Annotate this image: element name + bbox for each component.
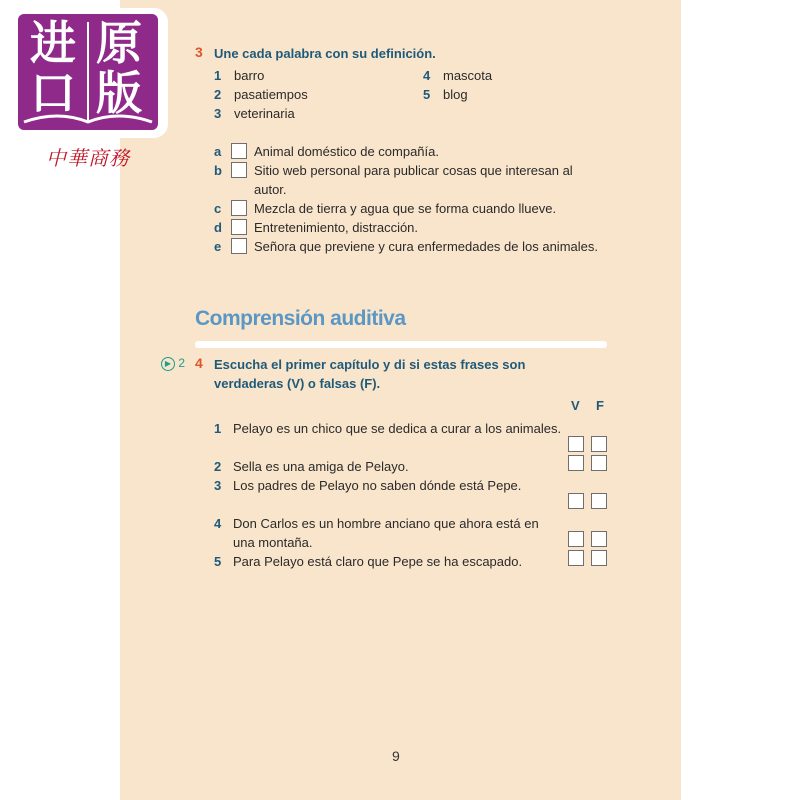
definition-letter: e <box>214 239 222 254</box>
word-text: mascota <box>443 68 493 83</box>
word-item <box>423 66 492 85</box>
publisher-logo <box>8 8 168 188</box>
statement-number: 3 <box>214 478 222 493</box>
definition-item <box>214 161 606 199</box>
word-text: barro <box>234 68 265 83</box>
exercise-3-number: 3 <box>195 44 203 60</box>
statement-text: Pelayo es un chico que se dedica a curar a los animales. <box>233 421 562 436</box>
word-number: 5 <box>423 87 431 102</box>
definition-letter: c <box>214 201 222 216</box>
section-divider <box>195 341 607 348</box>
false-checkbox[interactable] <box>591 550 607 566</box>
play-icon: ▶ <box>161 357 175 371</box>
word-text: veterinaria <box>234 106 295 121</box>
definition-letter: d <box>214 220 222 235</box>
true-checkbox[interactable] <box>568 436 584 452</box>
logo-char-4: 版 <box>96 66 142 120</box>
exercise-3-title: Une cada palabra con su definición. <box>214 46 436 61</box>
definition-text: Sitio web personal para publicar cosas que interesan al autor. <box>254 163 573 197</box>
statement-number: 5 <box>214 554 222 569</box>
audio-track-number: 2 <box>178 356 186 370</box>
word-item <box>423 85 468 104</box>
exercise-4-number: 4 <box>195 355 203 371</box>
true-checkbox[interactable] <box>568 455 584 471</box>
statement-item <box>214 419 614 438</box>
logo-char-3: 口 <box>30 66 76 120</box>
answer-checkbox[interactable] <box>231 200 247 216</box>
answer-checkbox[interactable] <box>231 238 247 254</box>
statement-number: 1 <box>214 421 222 436</box>
statement-item <box>214 514 614 552</box>
definition-item <box>214 142 606 161</box>
answer-checkbox[interactable] <box>231 143 247 159</box>
definition-letter: b <box>214 163 222 178</box>
word-text: blog <box>443 87 468 102</box>
column-true-header: V <box>571 398 580 413</box>
word-number: 1 <box>214 68 222 83</box>
logo-panel <box>18 14 158 130</box>
true-checkbox[interactable] <box>568 550 584 566</box>
definition-item <box>214 199 606 218</box>
word-number: 3 <box>214 106 222 121</box>
statement-item <box>214 476 614 495</box>
definition-text: Animal doméstico de compañía. <box>254 144 439 159</box>
statement-item <box>214 552 614 571</box>
false-checkbox[interactable] <box>591 436 607 452</box>
word-number: 4 <box>423 68 431 83</box>
word-item <box>214 85 308 104</box>
word-item <box>214 104 295 123</box>
false-checkbox[interactable] <box>591 493 607 509</box>
word-text: pasatiempos <box>234 87 308 102</box>
page-number: 9 <box>392 748 400 764</box>
answer-checkbox[interactable] <box>231 162 247 178</box>
statement-text: Para Pelayo está claro que Pepe se ha escapado. <box>233 554 523 569</box>
statement-text: Don Carlos es un hombre anciano que ahora está en una montaña. <box>233 516 539 550</box>
true-checkbox[interactable] <box>568 493 584 509</box>
logo-char-2: 原 <box>96 16 142 70</box>
statement-item <box>214 457 614 476</box>
definition-item <box>214 218 606 237</box>
answer-checkbox[interactable] <box>231 219 247 235</box>
definition-text: Mezcla de tierra y agua que se forma cuando llueve. <box>254 201 557 216</box>
word-item <box>214 66 264 85</box>
logo-char-1: 进 <box>30 16 76 70</box>
definition-item <box>214 237 606 256</box>
false-checkbox[interactable] <box>591 531 607 547</box>
false-checkbox[interactable] <box>591 455 607 471</box>
column-false-header: F <box>596 398 604 413</box>
statement-number: 2 <box>214 459 222 474</box>
statement-text: Sella es una amiga de Pelayo. <box>233 459 409 474</box>
word-number: 2 <box>214 87 222 102</box>
audio-track-marker[interactable] <box>161 356 185 371</box>
statement-number: 4 <box>214 516 222 531</box>
exercise-4-title: Escucha el primer capítulo y di si estas frases son verdaderas (V) o falsas (F). <box>214 357 526 391</box>
definition-letter: a <box>214 144 222 159</box>
true-checkbox[interactable] <box>568 531 584 547</box>
definition-text: Entretenimiento, distracción. <box>254 220 419 235</box>
definition-text: Señora que previene y cura enfermedades de los animales. <box>254 239 598 254</box>
section-title: Comprensión auditiva <box>195 307 406 330</box>
statement-text: Los padres de Pelayo no saben dónde está Pepe. <box>233 478 522 493</box>
logo-subtitle: 中華商務 <box>46 146 130 170</box>
